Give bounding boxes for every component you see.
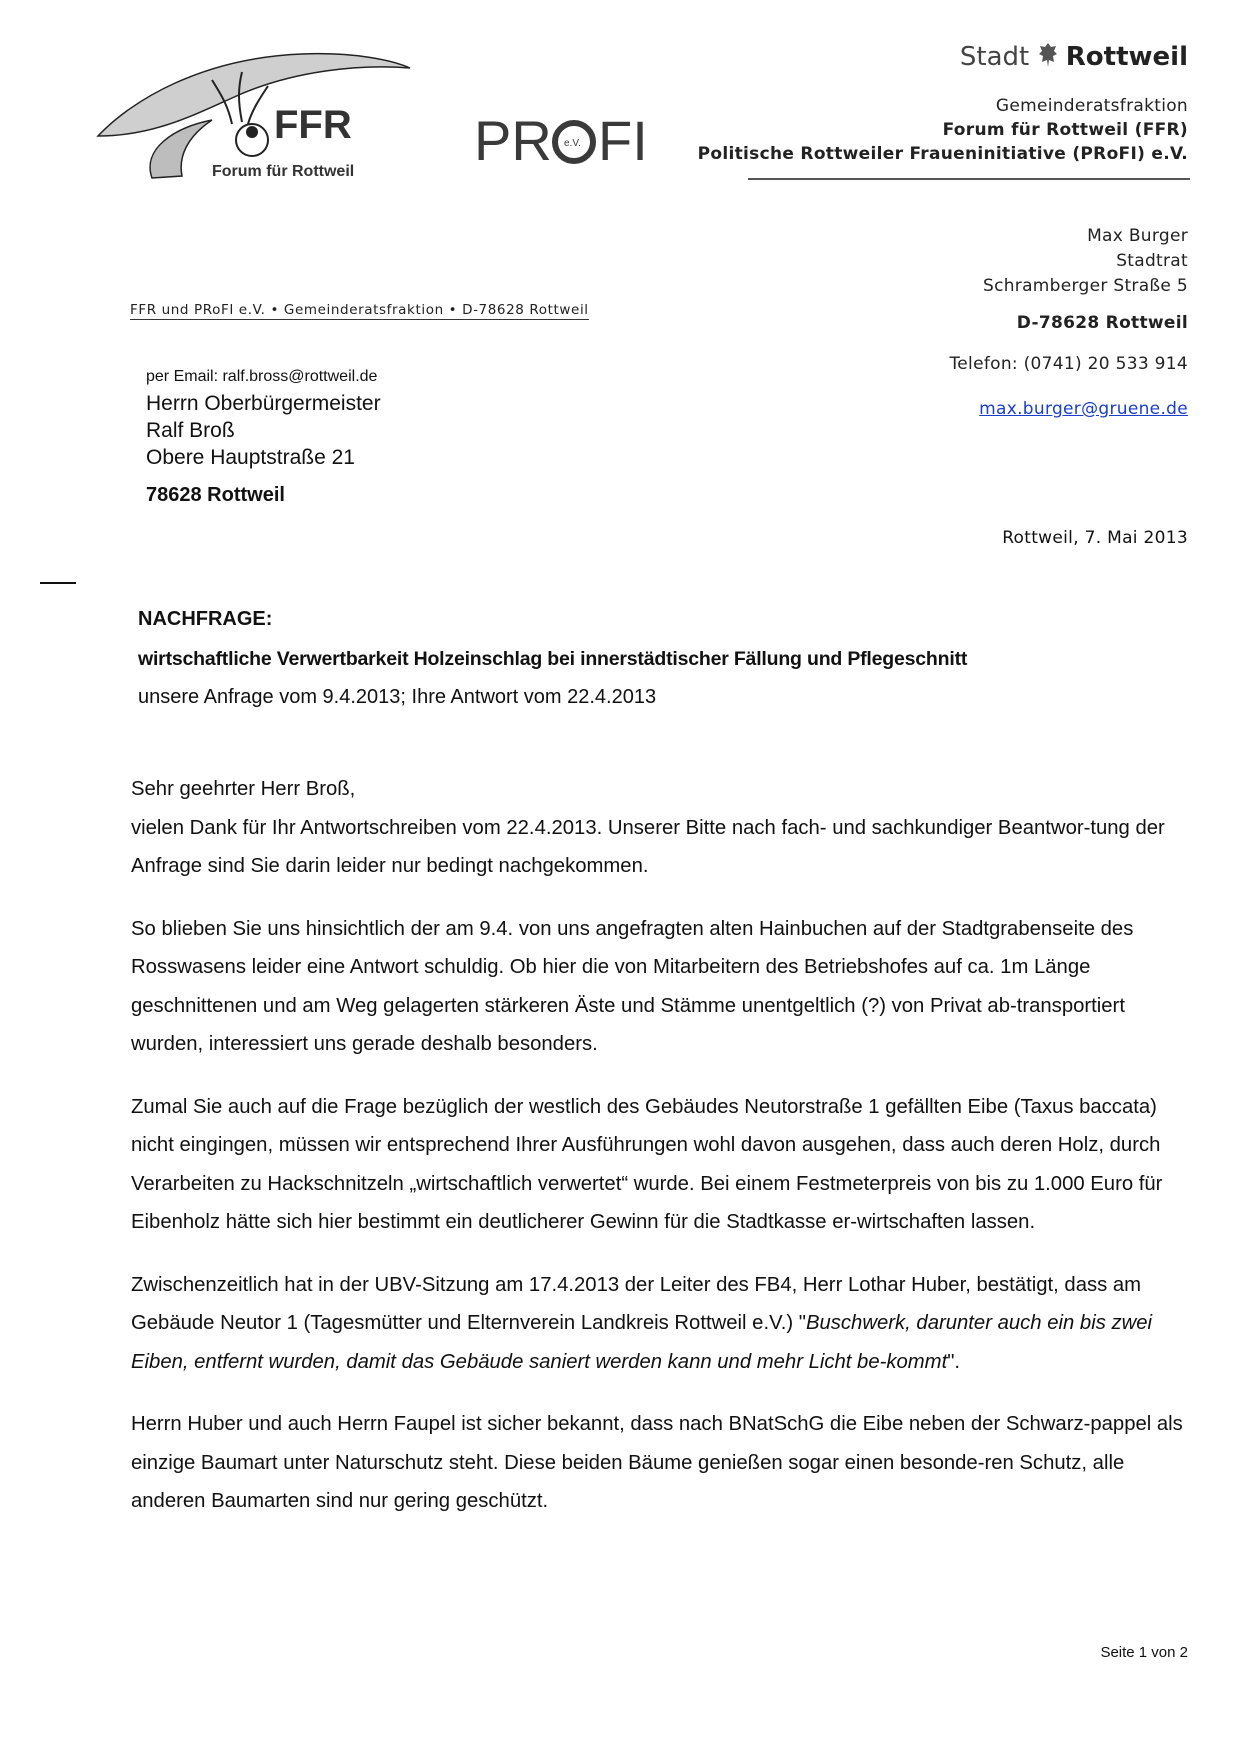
stadt-name: Rottweil	[1065, 42, 1188, 72]
sender-title: Stadtrat	[1116, 251, 1188, 271]
coat-of-arms-icon	[1038, 42, 1058, 68]
fraktion-line2: Forum für Rottweil (FFR)	[942, 120, 1188, 140]
paragraph-4-quote: Buschwerk, darunter auch ein bis zwei Eiben, entfernt wurden, damit das Gebäude saniert werden kann und mehr Licht be-kommt	[131, 1312, 1153, 1373]
recipient-address	[146, 390, 381, 471]
sender-name: Max Burger	[1087, 226, 1188, 246]
letter-date: Rottweil, 7. Mai 2013	[1002, 528, 1188, 548]
fold-mark	[40, 582, 76, 584]
ffr-subtitle: Forum für Rottweil	[212, 163, 355, 180]
recipient-email: per Email: ralf.bross@rottweil.de	[146, 368, 378, 385]
ffr-name: FFR	[274, 103, 352, 147]
header-divider	[748, 178, 1190, 180]
body-paragraph-4	[131, 1266, 1189, 1382]
profi-pr: PR	[474, 109, 552, 172]
body-paragraph-5: Herrn Huber und auch Herrn Faupel ist sicher bekannt, dass nach BNatSchG die Eibe neben der Schwarz-pappel als einzige Baumart unter Naturschutz steht. Diese beiden Bäume genießen sogar einen besonde-ren Schutz, alle anderen Baumarten sind nur gering geschützt.	[131, 1413, 1183, 1512]
profi-ev: e.V.	[564, 138, 581, 149]
letter-body	[131, 770, 1189, 1545]
recipient-line1: Herrn Oberbürgermeister	[146, 392, 381, 415]
recipient-line2: Ralf Broß	[146, 419, 235, 442]
profi-logo	[474, 108, 654, 174]
fraktion-line3: Politische Rottweiler Fraueninitiative (PRoFI) e.V.	[697, 144, 1188, 164]
sender-phone: Telefon: (0741) 20 533 914	[949, 354, 1188, 374]
ffr-logo	[92, 40, 412, 180]
subject-reference: unsere Anfrage vom 9.4.2013; Ihre Antwort vom 22.4.2013	[138, 686, 657, 708]
page-number: Seite 1 von 2	[1100, 1644, 1188, 1661]
recipient-city: 78628 Rottweil	[146, 484, 285, 506]
sender-block	[950, 224, 1189, 422]
sender-email-link[interactable]: max.burger@gruene.de	[979, 399, 1188, 419]
return-address: FFR und PRoFI e.V. • Gemeinderatsfraktion • D-78628 Rottweil	[130, 302, 589, 318]
stadt-rottweil-logo	[960, 42, 1188, 72]
ffr-leaf-icon	[98, 54, 410, 178]
paragraph-4-end: ".	[947, 1350, 961, 1373]
paragraph-4-start: Zwischenzeitlich hat in der UBV-Sitzung am 17.4.2013 der Leiter des FB4, Herr Lothar Huber, bestätigt, dass am Gebäude Neutor 1 (Tagesmütter und Elternverein Landkreis Rottweil e.V.) "	[131, 1273, 1142, 1334]
profi-fi: FI	[598, 109, 648, 172]
subject-heading: NACHFRAGE:	[138, 608, 273, 630]
recipient-line3: Obere Hauptstraße 21	[146, 446, 355, 469]
subject-topic: wirtschaftliche Verwertbarkeit Holzeinschlag bei innerstädtischer Fällung und Pflegeschnitt	[138, 648, 968, 670]
sender-city: D-78628 Rottweil	[1016, 313, 1188, 333]
stadt-prefix: Stadt	[959, 42, 1030, 72]
body-paragraph-3: Zumal Sie auch auf die Frage bezüglich der westlich des Gebäudes Neutorstraße 1 gefällten Eibe (Taxus baccata) nicht eingingen, müssen wir entsprechend Ihrer Ausführungen wohl davon ausgehen, dass auch deren Holz, durch Verarbeiten zu Hackschnitzeln „wirtschaftlich verwertet“ wurde. Bei einem Festmeterpreis von bis zu 1.000 Euro für Eibenholz hätte sich hier bestimmt ein deutlicherer Gewinn für die Stadtkasse er-wirtschaften lassen.	[131, 1095, 1163, 1233]
fraktion-line1: Gemeinderatsfraktion	[995, 96, 1188, 116]
body-paragraph-2: So blieben Sie uns hinsichtlich der am 9.4. von uns angefragten alten Hainbuchen auf der Stadtgrabenseite des Rosswasens leider eine Antwort schuldig. Ob hier die von Mitarbeitern des Betriebshofes auf ca. 1m Länge geschnittenen und am Weg gelagerten stärkeren Äste und Stämme unentgeltlich (?) von Privat ab-transportiert wurden, interessiert uns gerade deshalb besonders.	[131, 917, 1134, 1055]
salutation: Sehr geehrter Herr Broß,	[131, 778, 356, 800]
body-paragraph-1: vielen Dank für Ihr Antwortschreiben vom 22.4.2013. Unserer Bitte nach fach- und sachkundiger Beantwor-tung der Anfrage sind Sie darin leider nur bedingt nachgekommen.	[131, 816, 1165, 877]
sender-street: Schramberger Straße 5	[982, 276, 1188, 296]
fraktion-header	[698, 94, 1188, 166]
